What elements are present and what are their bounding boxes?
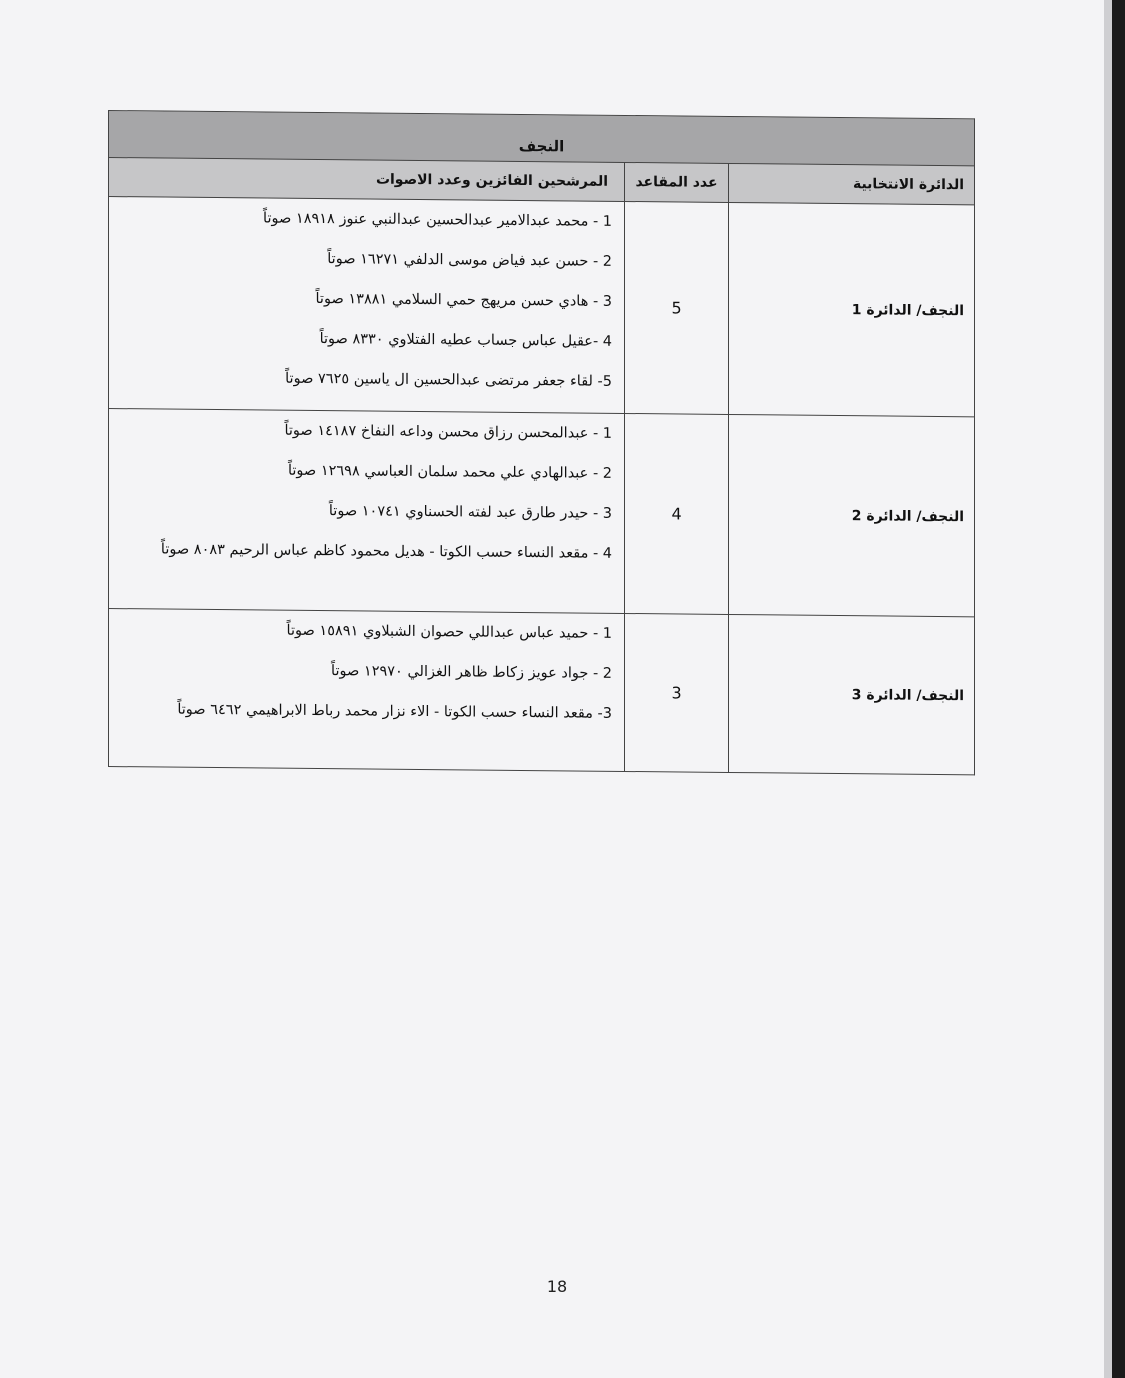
seats-count: 3	[625, 613, 729, 772]
results-table-wrapper	[108, 110, 974, 775]
table-title: النجف	[109, 111, 975, 166]
winner-entry: 5- لقاء جعفر مرتضى عبدالحسين ال ياسين ٧٦٢٥ صوتاً	[285, 370, 613, 390]
table-title-row	[109, 111, 975, 166]
winner-entry: 2 - عبدالهادي علي محمد سلمان العباسي ١٢٦٩٨ صوتاً	[287, 462, 613, 482]
winner-entry: 2 - جواد عويز زكاط ظاهر الغزالي ١٢٩٧٠ صوتاً	[331, 663, 613, 682]
district-name: النجف/ الدائرة 3	[729, 614, 975, 774]
table-row	[109, 197, 975, 417]
winner-entry: 1 - عبدالمحسن رزاق محسن وداعه النفاخ ١٤١٨٧ صوتاً	[284, 422, 613, 442]
header-winners: المرشحين الفائزين وعدد الاصوات	[109, 158, 625, 202]
winner-entry: 3 - هادي حسن مريهج حمي السلامي ١٣٨٨١ صوتاً	[315, 290, 613, 310]
header-district: الدائرة الانتخابية	[729, 163, 975, 204]
winners-list	[109, 609, 625, 772]
election-results-table	[108, 110, 975, 775]
table-row	[109, 409, 975, 617]
header-seats: عدد المقاعد	[625, 162, 729, 202]
page-number: 18	[546, 1277, 568, 1296]
winner-entry: 2 - حسن عبد فياض موسى الدلفي ١٦٢٧١ صوتاً	[327, 251, 613, 270]
seats-count: 4	[625, 413, 729, 614]
winner-entry: 3 - حيدر طارق عبد لفته الحسناوي ١٠٧٤١ صوتاً	[328, 503, 613, 522]
district-name: النجف/ الدائرة 2	[729, 414, 975, 616]
district-name: النجف/ الدائرة 1	[729, 202, 975, 416]
winners-list	[109, 197, 625, 414]
winner-entry: 1 - حميد عباس عبداللي حصوان الشبلاوي ١٥٨٩١ صوتاً	[286, 622, 613, 642]
winner-entry: 3- مقعد النساء حسب الكوتا - الاء نزار محمد رباط الابراهيمي ٦٤٦٢ صوتاً	[177, 701, 613, 722]
page-edge	[1104, 0, 1112, 1378]
table-row	[109, 609, 975, 775]
seats-count: 5	[625, 201, 729, 414]
winner-entry: 4 - مقعد النساء حسب الكوتا - هديل محمود كاظم عباس الرحيم ٨٠٨٣ صوتاً	[160, 541, 613, 562]
winner-entry: 1 - محمد عبدالامير عبدالحسين عبدالنبي عنوز ١٨٩١٨ صوتاً	[263, 210, 613, 230]
winners-list	[109, 409, 625, 614]
winner-entry: 4 -عقيل عباس جساب عطيه الفتلاوي ٨٣٣٠ صوتاً	[319, 331, 613, 350]
